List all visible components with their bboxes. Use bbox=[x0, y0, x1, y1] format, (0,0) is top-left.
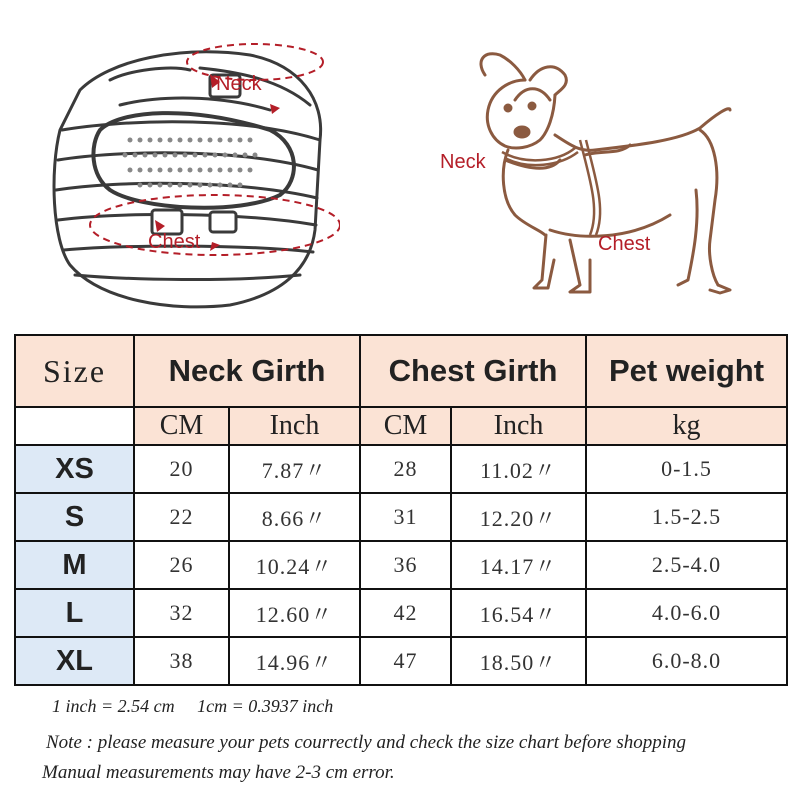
chest-inch-value: 11.02〃 bbox=[451, 445, 586, 493]
neck-cm-value: 26 bbox=[134, 541, 229, 589]
chest-cm-value: 31 bbox=[360, 493, 451, 541]
size-chart-table bbox=[14, 334, 788, 686]
chest-inch-value: 18.50〃 bbox=[451, 637, 586, 685]
table-row bbox=[15, 589, 787, 637]
size-label: L bbox=[15, 589, 134, 637]
chest-girth-header: Chest Girth bbox=[360, 335, 586, 407]
table-row bbox=[15, 541, 787, 589]
harness-neck-label: Neck bbox=[216, 73, 262, 95]
neck-cm-value: 22 bbox=[134, 493, 229, 541]
size-label: XS bbox=[15, 445, 134, 493]
chest-cm-unit: CM bbox=[360, 407, 451, 445]
neck-inch-unit: Inch bbox=[229, 407, 360, 445]
weight-value: 1.5-2.5 bbox=[586, 493, 787, 541]
measure-note: Note : please measure your pets courrectly and check the size chart before shopping bbox=[46, 732, 687, 753]
neck-inch-value: 14.96〃 bbox=[229, 637, 360, 685]
chest-cm-value: 28 bbox=[360, 445, 451, 493]
weight-value: 4.0-6.0 bbox=[586, 589, 787, 637]
neck-cm-value: 20 bbox=[134, 445, 229, 493]
neck-cm-value: 32 bbox=[134, 589, 229, 637]
table-row bbox=[15, 445, 787, 493]
weight-value: 2.5-4.0 bbox=[586, 541, 787, 589]
dog-illustration bbox=[430, 40, 760, 310]
pet-weight-header: Pet weight bbox=[586, 335, 787, 407]
weight-value: 6.0-8.0 bbox=[586, 637, 787, 685]
chest-inch-value: 16.54〃 bbox=[451, 589, 586, 637]
harness-illustration bbox=[40, 20, 340, 320]
harness-chest-label: Chest bbox=[148, 231, 201, 253]
chest-inch-value: 12.20〃 bbox=[451, 493, 586, 541]
neck-girth-header: Neck Girth bbox=[134, 335, 360, 407]
chest-inch-unit: Inch bbox=[451, 407, 586, 445]
size-header: Size bbox=[15, 335, 134, 407]
weight-value: 0-1.5 bbox=[586, 445, 787, 493]
weight-unit: kg bbox=[586, 407, 787, 445]
dog-chest-label: Chest bbox=[598, 233, 651, 255]
chest-cm-value: 36 bbox=[360, 541, 451, 589]
size-label: S bbox=[15, 493, 134, 541]
error-note: Manual measurements may have 2-3 cm error. bbox=[42, 762, 395, 783]
table-row bbox=[15, 637, 787, 685]
size-label: M bbox=[15, 541, 134, 589]
chest-inch-value: 14.17〃 bbox=[451, 541, 586, 589]
neck-inch-value: 7.87〃 bbox=[229, 445, 360, 493]
neck-inch-value: 8.66〃 bbox=[229, 493, 360, 541]
conversion-note: 1 inch = 2.54 cm 1cm = 0.3937 inch bbox=[52, 696, 334, 716]
table-header-row bbox=[15, 335, 787, 407]
neck-inch-value: 12.60〃 bbox=[229, 589, 360, 637]
dog-neck-label: Neck bbox=[440, 151, 486, 173]
chest-cm-value: 42 bbox=[360, 589, 451, 637]
neck-cm-value: 38 bbox=[134, 637, 229, 685]
table-unit-row bbox=[15, 407, 787, 445]
table-row bbox=[15, 493, 787, 541]
size-label: XL bbox=[15, 637, 134, 685]
chest-cm-value: 47 bbox=[360, 637, 451, 685]
neck-cm-unit: CM bbox=[134, 407, 229, 445]
unit-blank-cell bbox=[15, 407, 134, 445]
neck-inch-value: 10.24〃 bbox=[229, 541, 360, 589]
